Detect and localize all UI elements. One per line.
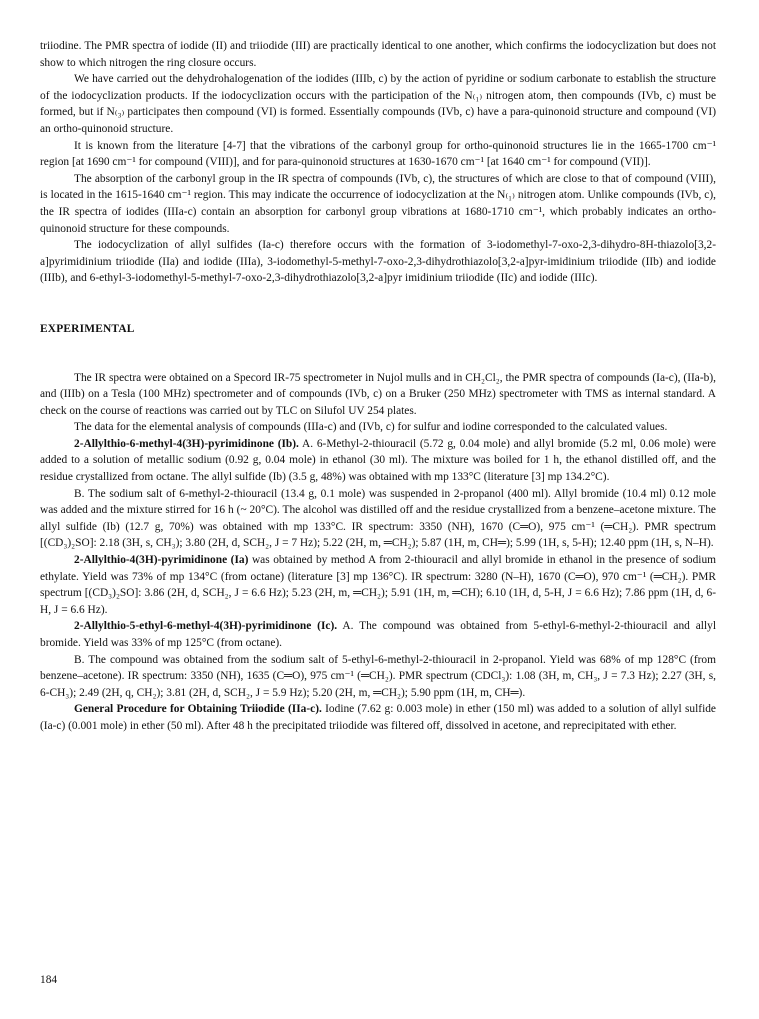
experimental-paragraph-2 [40, 419, 716, 436]
page-body [40, 38, 716, 735]
experimental-paragraph-3 [40, 436, 716, 486]
paragraph-1: triiodine. The PMR spectra of iodide (II) and triiodide (III) are practically identical to one another, which confirms the iodocyclization but does not show to which nitrogen the ring closure occurs. [40, 40, 716, 69]
experimental-paragraph-7-text: B. The compound was obtained from the sodium salt of 5-ethyl-6-methyl-2-thiouracil in 2-propanol. Yield was 68% of mp 128°C (from benzene–acetone). IR spectrum: 3350 (NH), 1635 (C═O), 975 cm⁻¹ (═CH₂). PMR spectrum (CDCl₃): 1.08 (3H, m, CH₃, J = 7.3 Hz); 2.27 (3H, s, 6-CH₃); 2.49 (2H, q, CH₂); 3.81 (2H, d, SCH₂, J = 5.9 Hz); 5.20 (2H, m, ═CH₂); 5.90 ppm (1H, m, CH═). [40, 653, 716, 699]
paragraph-2: We have carried out the dehydrohalogenation of the iodides (IIIb, c) by the action of pyridine or sodium carbonate to establish the structure of the iodocyclization products. If the iodocyclization occurs with the participation of the N₍₁₎ nitrogen atom, then compounds (IVb, c) must be formed, but if N₍₃₎ participates then compound (VI) is formed. Essentially compounds (IVb, c) have a para-quinonoid structure and compound (VI) an ortho-quinonoid structure. [40, 73, 716, 135]
compound-title-ib: 2-Allylthio-6-methyl-4(3H)-pyrimidinone (Ib). [74, 437, 299, 450]
experimental-paragraph-5-text: was obtained by method A from 2-thiouracil and allyl bromide in ethanol in the presence of sodium ethylate. Yield was 73% of mp 134°C (from octane) (literature [3] mp 136°C). IR spectrum: 3280 (N–H), 1670 (C═O), 970 cm⁻¹ (═CH₂). PMR spectrum [(CD₃)₂SO]: 3.86 (2H, d, SCH₂, J = 6.6 Hz); 5.23 (2H, m, ═CH₂); 5.91 (1H, m, ═CH); 6.10 (1H, d, 5-H, J = 6.6 Hz); 7.86 ppm (1H, d, 6-H, J = 6.6 Hz). [40, 554, 717, 616]
experimental-paragraph-1-text: The IR spectra were obtained on a Specord IR-75 spectrometer in Nujol mulls and in CH₂Cl₂, the PMR spectra of compounds (Ia-c), (IIa-b), and (IIIb) on a Tesla (100 MHz) spectrometer and of compounds (IVb, c) on a Bruker (250 MHz) spectrometer with TMS as internal standard. A check on the course of reactions was carried out by TLC on Silufol UV 254 plates. [40, 371, 716, 417]
section-heading-experimental: EXPERIMENTAL [40, 322, 135, 335]
experimental-paragraph-4-text: B. The sodium salt of 6-methyl-2-thiouracil (13.4 g, 0.1 mole) was suspended in 2-propanol (400 ml). Allyl bromide (10.4 ml) 0.12 mole was added and the mixture stirred for 16 h (~ 20°C). The alcohol was distilled off and the residue crystallized from a benzene–acetone mixture. The allyl sulfide (Ib) (12.7 g, 70%) was obtained with mp 133°C. IR spectrum: 3350 (NH), 1670 (C═O), 975 cm⁻¹ (═CH₂). PMR spectrum [(CD₃)₂SO]: 2.18 (3H, s, CH₃); 3.80 (2H, d, SCH₂, J = 7 Hz); 5.22 (2H, m, ═CH₂); 5.87 (1H, m, CH═); 5.99 (1H, s, 5-H); 12.40 ppm (1H, s, N–H). [40, 487, 716, 550]
experimental-paragraph-1 [40, 370, 716, 420]
experimental-paragraph-7 [40, 652, 716, 702]
compound-title-ia: 2-Allylthio-4(3H)-pyrimidinone (Ia) [74, 554, 249, 567]
experimental-paragraph-6 [40, 618, 716, 651]
experimental-paragraph-8 [40, 701, 716, 734]
experimental-paragraph-8-text: Iodine (7.62 g: 0.003 mole) in ether (150 ml) was added to a solution of allyl sulfide (Ia-c) (0.001 mole) in ether (50 ml). After 48 h the precipitated triiodide was filtered off, dissolved in acetone, and reprecipitated with ether. [40, 703, 716, 732]
procedure-title-triiodide: General Procedure for Obtaining Triiodide (IIa-c). [74, 703, 322, 716]
experimental-paragraph-3-text: A. 6-Methyl-2-thiouracil (5.72 g, 0.04 mole) and allyl bromide (5.2 ml, 0.06 mole) were added to a solution of metallic sodium (0.92 g, 0.04 mole) in ethanol (30 ml). The mixture was boiled for 1 h, the ethanol distilled off, and the residue crystallized from octane. The allyl sulfide (Ib) (3.5 g, 48%) was obtained with mp 133°C (literature [3] mp 134.2°C). [40, 437, 716, 484]
compound-title-ic: 2-Allylthio-5-ethyl-6-methyl-4(3H)-pyrimidinone (Ic). [74, 620, 338, 633]
experimental-paragraph-4 [40, 486, 716, 552]
paragraph-4: The absorption of the carbonyl group in the IR spectra of compounds (IVb, c), the structures of which are close to that of compound (VIII), is located in the 1615-1640 cm⁻¹ region. This may indicate the occurrence of iodocyclization at the N₍₁₎ nitrogen atom. Unlike compounds (IVb, c), the IR spectra of iodides (IIIa-c) contain an absorption for carbonyl group vibrations at 1680-1710 cm⁻¹, which probably indicates an ortho-quinonoid structure for these compounds. [40, 172, 716, 235]
paragraph-5: The iodocyclization of allyl sulfides (Ia-c) therefore occurs with the formation of 3-iodomethyl-7-oxo-2,3-dihydro-8H-thiazolo[3,2-a]pyrimidinium triiodide (IIa) and iodide (IIIa), 3-iodomethyl-5-methyl-7-oxo-2,3-dihydrothiazolo[3,2-a]pyr-imidinium triiodide (IIb) and iodide (IIIb), and 6-ethyl-3-iodomethyl-5-methyl-7-oxo-2,3-dihydrothiazolo[3,2-a]pyr imidinium triiodide (IIc) and iodide (IIIc). [40, 239, 716, 285]
experimental-paragraph-2-text: The data for the elemental analysis of compounds (IIIa-c) and (IVb, c) for sulfur and iodine corresponded to the calculated values. [74, 421, 668, 434]
paragraph-3: It is known from the literature [4-7] that the vibrations of the carbonyl group for ortho-quinonoid structures lie in the 1665-1700 cm⁻¹ region [at 1690 cm⁻¹ for compound (VIII)], and for para-quinonoid structures at 1630-1670 cm⁻¹ [at 1640 cm⁻¹ for compound (VII)]. [40, 139, 716, 169]
experimental-paragraph-5 [40, 552, 716, 618]
page-number: 184 [40, 974, 58, 986]
experimental-paragraph-6-text: A. The compound was obtained from 5-ethyl-6-methyl-2-thiouracil and allyl bromide. Yield was 33% of mp 125°C (from octane). [40, 620, 716, 649]
